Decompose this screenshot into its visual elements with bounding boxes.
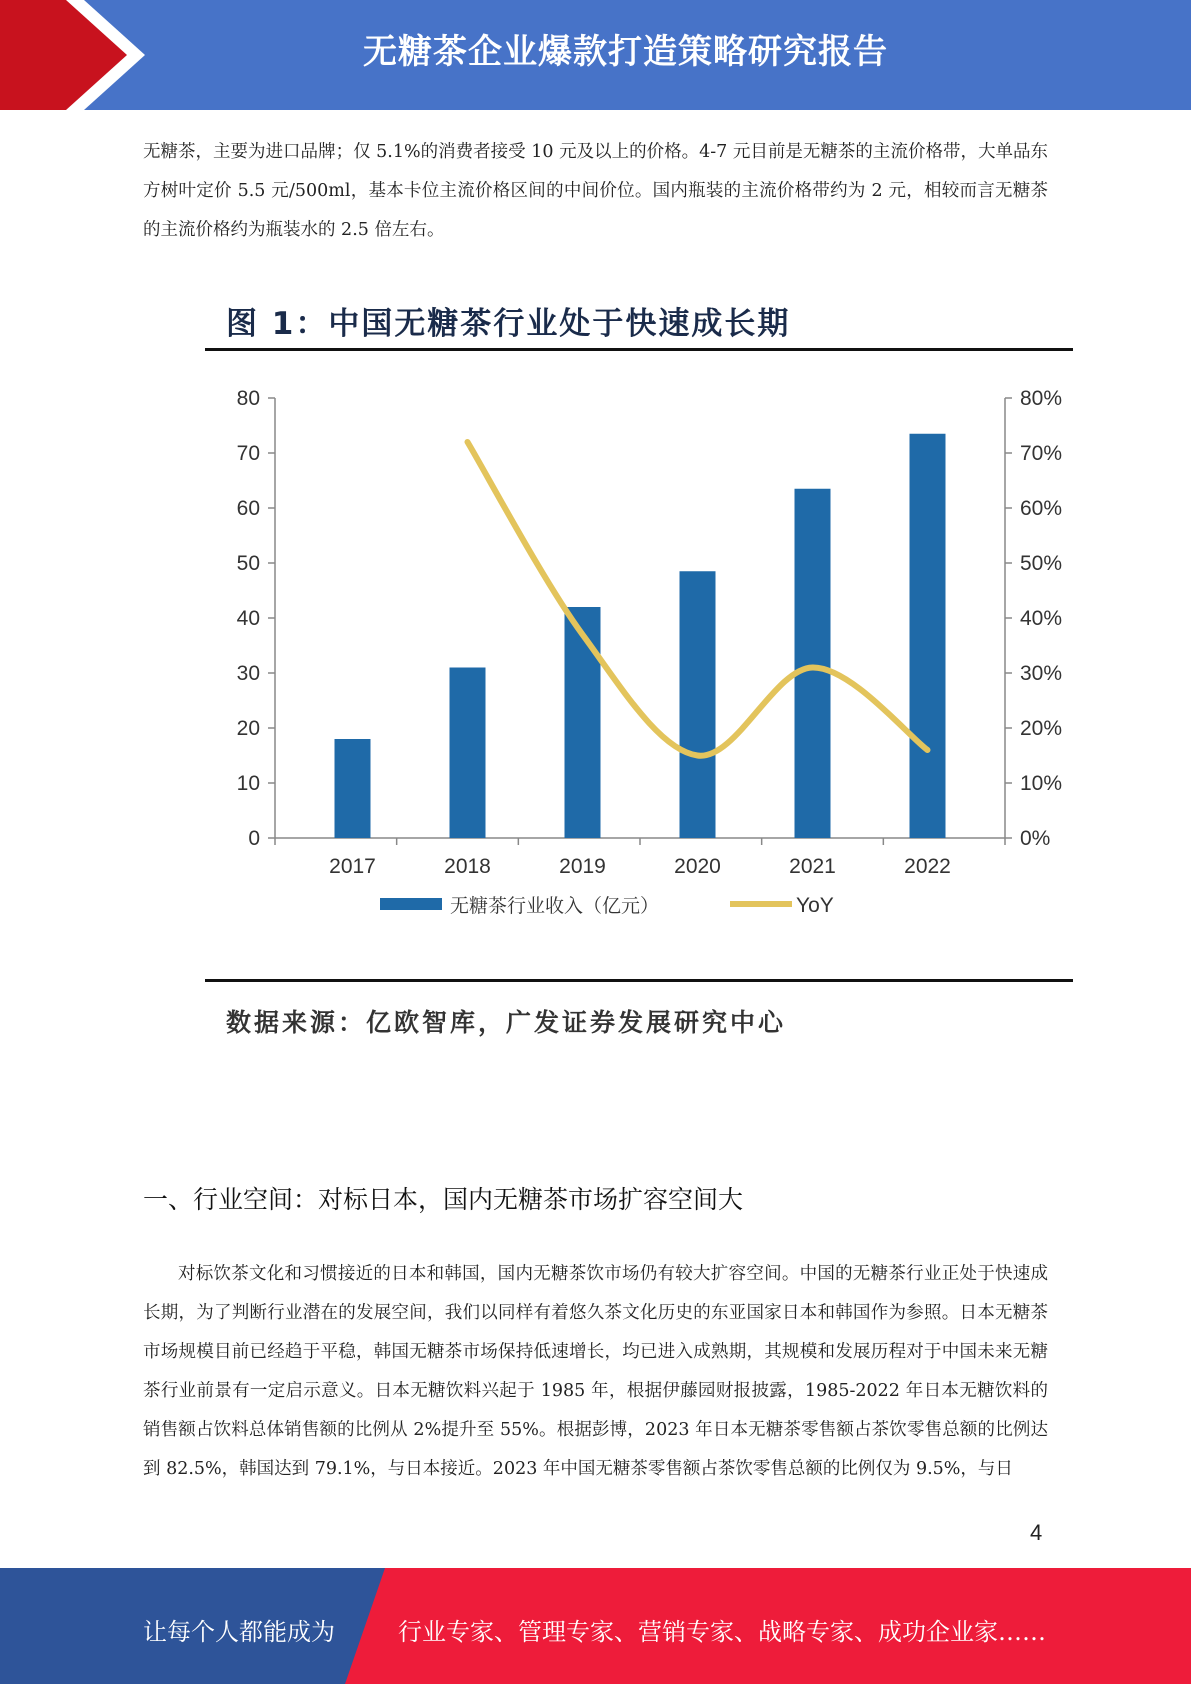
revenue-bar: [335, 739, 371, 838]
report-title: 无糖茶企业爆款打造策略研究报告: [363, 32, 888, 72]
y-right-tick-label: 10%: [1020, 772, 1063, 795]
page-header: [0, 0, 1191, 110]
page-footer: [0, 1568, 1191, 1684]
body-paragraph: 对标饮茶文化和习惯接近的日本和韩国，国内无糖茶饮市场仍有较大扩容空间。中国的无糖茶行业正处于快速成长期，为了判断行业潜在的发展空间，我们以同样有着悠久茶文化历史的东亚国家日本和韩国作为参照。日本无糖茶市场规模目前已经趋于平稳，韩国无糖茶市场保持低速增长，均已进入成熟期，其规模和发展历程对于中国未来无糖茶行业前景有一定启示意义。日本无糖饮料兴起于 1985 年，根据伊藤园财报披露，1985-2022 年日本无糖饮料的销售额占饮料总体销售额的比例从 2%提升至 55%。根据彭博，2023 年日本无糖茶零售额占茶饮零售总额的比例达到 82.5%，韩国达到 79.1%，与日本接近。2023 年中国无糖茶零售额占茶饮零售总额的比例仅为 9.5%，与日: [143, 1264, 1048, 1479]
y-right-tick-label: 40%: [1020, 607, 1063, 630]
footer-slogan-right: 行业专家、管理专家、营销专家、战略专家、成功企业家……: [398, 1618, 1046, 1646]
y-right-tick-label: 50%: [1020, 552, 1063, 575]
y-right-tick-label: 0%: [1020, 827, 1051, 850]
x-tick-label: 2020: [674, 855, 721, 878]
revenue-bar: [680, 571, 716, 838]
y-left-tick-label: 60: [236, 497, 260, 520]
x-tick-label: 2018: [444, 855, 491, 878]
y-right-tick-label: 80%: [1020, 387, 1063, 410]
x-tick-label: 2019: [559, 855, 606, 878]
y-left-tick-label: 10: [236, 772, 260, 795]
legend-bar-swatch: [380, 898, 442, 910]
revenue-bar: [450, 668, 486, 839]
intro-paragraph: 无糖茶，主要为进口品牌；仅 5.1%的消费者接受 10 元及以上的价格。4-7 元目前是无糖茶的主流价格带，大单品东方树叶定价 5.5 元/500ml，基本卡位主流价格区间的中间价位。国内瓶装的主流价格带约为 2 元，相较而言无糖茶的主流价格约为瓶装水的 2.5 倍左右。: [143, 142, 1048, 240]
revenue-yoy-chart: [190, 278, 1090, 978]
y-right-tick-label: 70%: [1020, 442, 1063, 465]
y-left-tick-label: 80: [236, 387, 260, 410]
revenue-bar: [565, 607, 601, 838]
x-tick-label: 2021: [789, 855, 836, 878]
section-heading: 一、行业空间：对标日本，国内无糖茶市场扩容空间大: [143, 1185, 744, 1214]
figure-bottom-rule: [205, 979, 1073, 982]
legend-line-label: YoY: [796, 894, 834, 917]
y-left-tick-label: 40: [236, 607, 260, 630]
footer-slogan-left: 让每个人都能成为: [143, 1618, 335, 1646]
y-left-tick-label: 50: [236, 552, 260, 575]
revenue-bar: [795, 489, 831, 838]
y-right-tick-label: 30%: [1020, 662, 1063, 685]
figure-source: 数据来源：亿欧智库，广发证券发展研究中心: [226, 1008, 787, 1037]
page-number: 4: [1030, 1520, 1043, 1545]
y-left-tick-label: 20: [236, 717, 260, 740]
y-right-tick-label: 60%: [1020, 497, 1063, 520]
x-tick-label: 2022: [904, 855, 951, 878]
figure-1: [190, 278, 1090, 1068]
y-left-tick-label: 0: [248, 827, 260, 850]
legend-bar-label: 无糖茶行业收入（亿元）: [450, 895, 660, 917]
y-left-tick-label: 30: [236, 662, 260, 685]
y-left-tick-label: 70: [236, 442, 260, 465]
y-right-tick-label: 20%: [1020, 717, 1063, 740]
revenue-bar: [910, 434, 946, 838]
x-tick-label: 2017: [329, 855, 376, 878]
figure-title: 图 1：中国无糖茶行业处于快速成长期: [226, 306, 791, 342]
